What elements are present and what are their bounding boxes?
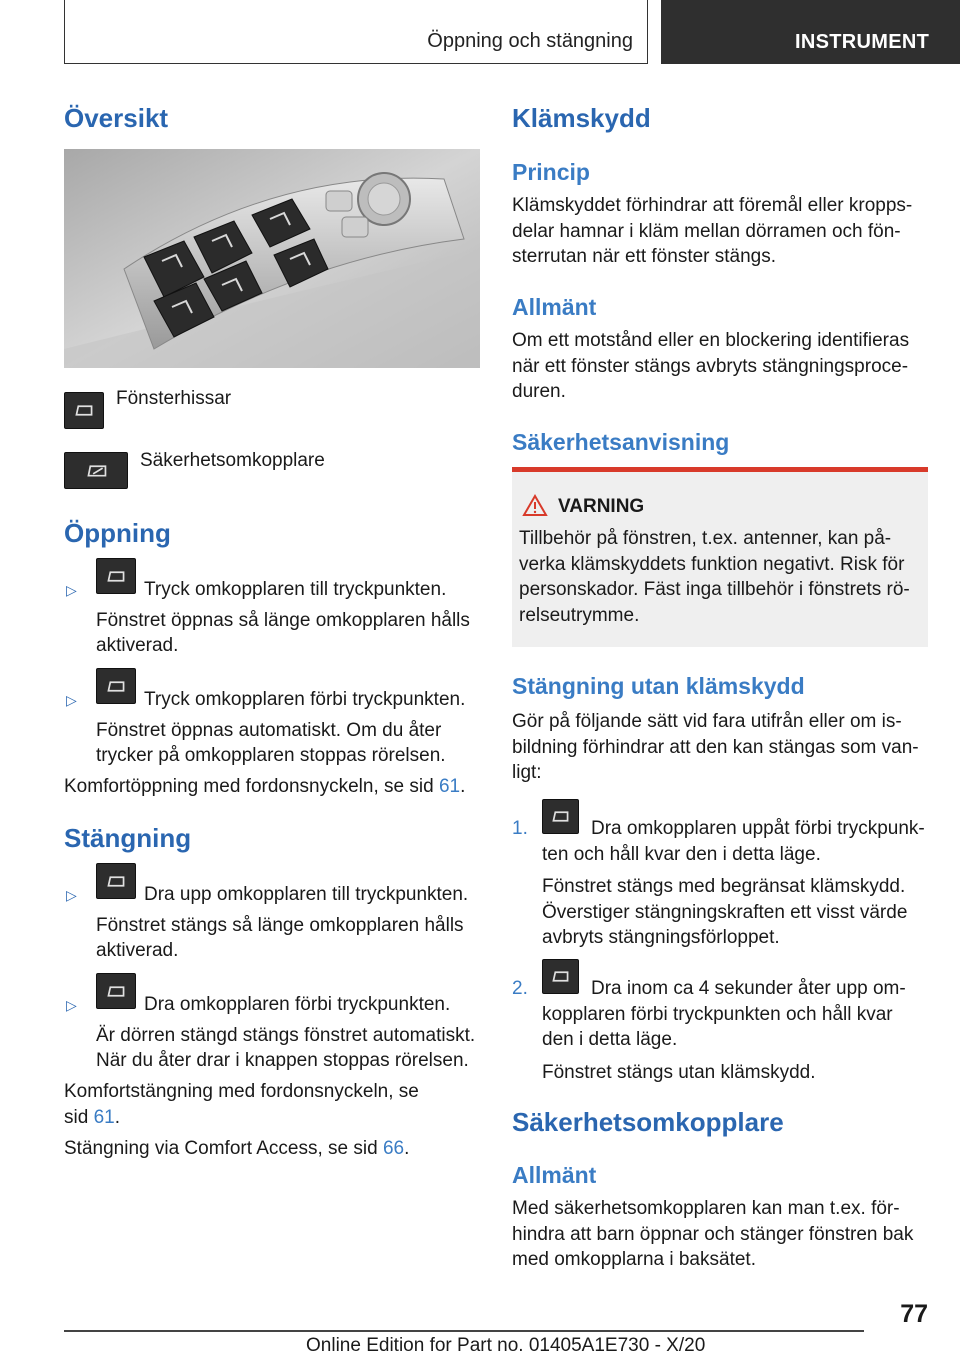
step-2-line-2: kopplaren förbi tryckpunkten och håll kvar	[542, 1003, 893, 1025]
principle-line-3: sterrutan när ett fönster stängs.	[512, 246, 777, 267]
warning-line-2: verka klämskyddets funktion negativt. Risk för	[519, 553, 905, 575]
opening-step-1-line-1: Tryck omkopplaren till tryckpunkten.	[144, 579, 447, 600]
legend-safety-label: Säkerhetsomkopplare	[140, 450, 325, 471]
closing-step-1-line-2: Fönstret stängs så länge omkopplaren hålls	[96, 914, 464, 936]
closing-step-2-line-1: Dra omkopplaren förbi tryckpunkten.	[144, 994, 451, 1015]
principle-line-1: Klämskyddet förhindrar att föremål eller kropps-	[512, 195, 913, 216]
overview-title: Översikt	[64, 103, 169, 133]
step-1-sub-3: avbryts stängningsförloppet.	[542, 927, 780, 948]
safety-notice-title: Säkerhetsanvisning	[512, 429, 730, 455]
safety-switch-title: Säkerhetsomkopplare	[512, 1107, 784, 1137]
comfort-access-text: Stängning via Comfort Access, se sid 66.	[64, 1138, 410, 1159]
header-chapter-box	[64, 0, 648, 64]
step-2-line-3: den i detta läge.	[542, 1029, 678, 1050]
safety-switch-general-title: Allmänt	[512, 1162, 597, 1188]
opening-step-2-line-3: trycker på omkopplaren stoppas rörelsen.	[96, 745, 446, 766]
warning-triangle-icon	[522, 494, 548, 517]
header-section: INSTRUMENT	[795, 31, 930, 53]
safety-switch-line-1: Med säkerhetsomkopplaren kan man t.ex. för-	[512, 1198, 900, 1219]
step-1-sub-1: Fönstret stängs med begränsat klämskydd.	[542, 876, 906, 897]
bullet-triangle-icon: ▷	[66, 997, 77, 1013]
principle-title: Princip	[512, 159, 590, 185]
step-number-1: 1.	[512, 818, 528, 839]
footer-divider	[64, 1330, 864, 1332]
bullet-triangle-icon: ▷	[66, 887, 77, 903]
principle-line-2: delar hamnar i kläm mellan dörramen och fön-	[512, 220, 901, 242]
no-pinch-intro-2: bildning förhindrar att den kan stängas som van-	[512, 736, 919, 758]
closing-step-2-line-2: Är dörren stängd stängs fönstret automatiskt.	[96, 1024, 476, 1046]
step-1-line-2: ten och håll kvar den i detta läge.	[542, 843, 821, 865]
comfort-access-page-link[interactable]: 66	[382, 1138, 405, 1159]
opening-step-1-line-3: aktiverad.	[96, 635, 179, 656]
warning-box	[512, 472, 928, 647]
step-1-sub-2: Överstiger stängningskraften ett visst värde	[542, 901, 908, 923]
warning-line-4: relseutrymme.	[519, 604, 640, 626]
step-1-line-1: Dra omkopplaren uppåt förbi tryckpunk-	[591, 818, 925, 839]
no-pinch-intro-3: ligt:	[512, 762, 542, 783]
bullet-triangle-icon: ▷	[66, 582, 77, 598]
comfort-closing-line-1: Komfortstängning med fordonsnyckeln, se	[64, 1081, 419, 1102]
step-2-line-1: Dra inom ca 4 sekunder åter upp om-	[591, 978, 906, 999]
header-chapter: Öppning och stängning	[427, 30, 633, 52]
window-switches-photo	[64, 149, 480, 368]
pinch-protection-title: Klämskydd	[512, 103, 651, 133]
warning-line-3: personskador. Fäst inga tillbehör i fönstrets rö-	[519, 579, 910, 600]
comfort-opening-page-link[interactable]: 61	[438, 776, 461, 797]
warning-label: VARNING	[558, 496, 645, 517]
warning-line-1: Tillbehör på fönstren, t.ex. antenner, kan på-	[519, 528, 892, 549]
window-switches-illustration	[64, 149, 480, 368]
page-number: 77	[900, 1300, 928, 1328]
no-pinch-title: Stängning utan klämskydd	[512, 673, 805, 699]
legend-window-label: Fönsterhissar	[116, 388, 232, 409]
step-number-2: 2.	[512, 978, 528, 999]
opening-step-2-line-1: Tryck omkopplaren förbi tryckpunkten.	[144, 689, 466, 710]
general-line-1: Om ett motstånd eller en blockering identifieras	[512, 330, 910, 351]
safety-switch-line-3: med omkopplarna i baksätet.	[512, 1249, 756, 1270]
closing-step-1-line-1: Dra upp omkopplaren till tryckpunkten.	[144, 884, 469, 905]
safety-switch-icon	[64, 452, 128, 489]
opening-step-1-line-2: Fönstret öppnas så länge omkopplaren hålls	[96, 609, 470, 631]
safety-switch-line-2: hindra att barn öppnar och stänger fönstren bak	[512, 1223, 914, 1245]
general-title: Allmänt	[512, 294, 597, 320]
step-2-sub-1: Fönstret stängs utan klämskydd.	[542, 1061, 816, 1083]
closing-step-2-line-3: När du åter drar i knappen stoppas rörelsen.	[96, 1050, 469, 1071]
opening-step-2-line-2: Fönstret öppnas automatiskt. Om du åter	[96, 719, 442, 741]
comfort-closing-page-link[interactable]: 61	[93, 1106, 115, 1128]
no-pinch-intro-1: Gör på följande sätt vid fara utifrån eller om is-	[512, 711, 902, 732]
window-switch-icon	[64, 392, 104, 429]
closing-title: Stängning	[64, 823, 192, 853]
header-section-box	[661, 0, 960, 64]
closing-step-1-line-3: aktiverad.	[96, 940, 179, 961]
general-line-2: när ett fönster stängs avbryts stängningsproce-	[512, 355, 909, 377]
footer-edition: Online Edition for Part no. 01405A1E730 - X/20	[306, 1335, 706, 1356]
comfort-closing-line-2: sid 61.	[64, 1106, 120, 1128]
opening-title: Öppning	[64, 518, 171, 548]
general-line-3: duren.	[512, 381, 566, 402]
comfort-opening-text: Komfortöppning med fordonsnyckeln, se sid 61.	[64, 776, 466, 797]
bullet-triangle-icon: ▷	[66, 692, 77, 708]
